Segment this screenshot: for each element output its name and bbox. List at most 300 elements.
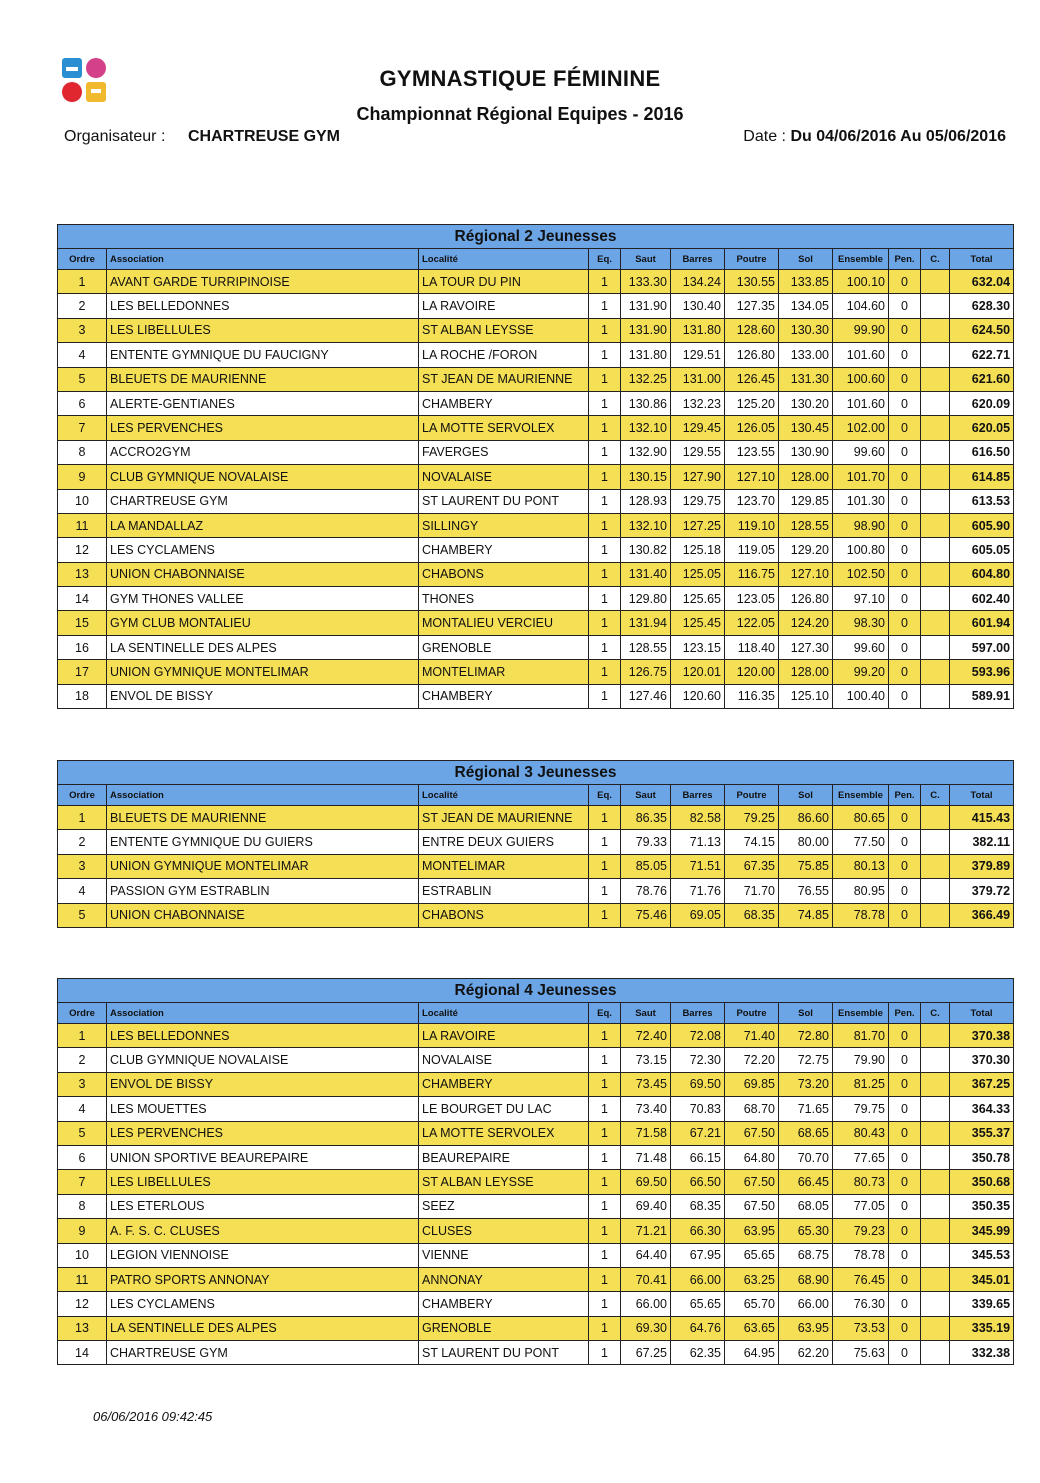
cell-poutre: 63.95 <box>725 1219 779 1243</box>
cell-barres: 131.00 <box>671 367 725 391</box>
cell-ensemble: 101.30 <box>833 489 889 513</box>
table-row <box>58 635 1014 659</box>
cell-barres: 125.45 <box>671 611 725 635</box>
cell-sol: 128.00 <box>779 660 833 684</box>
cell-saut: 71.21 <box>621 1219 671 1243</box>
cell-ordre: 11 <box>58 1267 107 1291</box>
cell-total: 364.33 <box>950 1097 1014 1121</box>
table-title: Régional 3 Jeunesses <box>58 761 1014 785</box>
cell-ordre: 16 <box>58 635 107 659</box>
cell-eq: 1 <box>589 611 621 635</box>
column-header-association: Association <box>107 785 419 806</box>
cell-association: CLUB GYMNIQUE NOVALAISE <box>107 1048 419 1072</box>
cell-pen: 0 <box>889 1219 921 1243</box>
cell-barres: 67.21 <box>671 1121 725 1145</box>
event-date <box>743 128 1006 146</box>
cell-saut: 132.90 <box>621 440 671 464</box>
cell-association: UNION GYMNIQUE MONTELIMAR <box>107 660 419 684</box>
cell-ensemble: 78.78 <box>833 903 889 927</box>
cell-sol: 65.30 <box>779 1219 833 1243</box>
cell-poutre: 130.55 <box>725 270 779 294</box>
cell-ordre: 3 <box>58 854 107 878</box>
cell-localite: MONTELIMAR <box>419 854 589 878</box>
column-header-sol: Sol <box>779 1003 833 1024</box>
cell-ordre: 18 <box>58 684 107 708</box>
cell-sol: 66.00 <box>779 1292 833 1316</box>
cell-barres: 134.24 <box>671 270 725 294</box>
cell-eq: 1 <box>589 343 621 367</box>
column-header-saut: Saut <box>621 785 671 806</box>
cell-barres: 129.45 <box>671 416 725 440</box>
cell-association: UNION GYMNIQUE MONTELIMAR <box>107 854 419 878</box>
cell-saut: 132.10 <box>621 416 671 440</box>
cell-eq: 1 <box>589 806 621 830</box>
organizer-value: CHARTREUSE GYM <box>188 128 341 145</box>
cell-barres: 125.65 <box>671 587 725 611</box>
cell-total: 350.68 <box>950 1170 1014 1194</box>
cell-pen: 0 <box>889 1024 921 1048</box>
cell-eq: 1 <box>589 270 621 294</box>
cell-total: 345.99 <box>950 1219 1014 1243</box>
cell-ensemble: 100.80 <box>833 538 889 562</box>
cell-ensemble: 80.13 <box>833 854 889 878</box>
column-header-c: C. <box>921 249 950 270</box>
table-row <box>58 587 1014 611</box>
cell-ordre: 3 <box>58 318 107 342</box>
cell-poutre: 72.20 <box>725 1048 779 1072</box>
cell-sol: 71.65 <box>779 1097 833 1121</box>
cell-poutre: 67.50 <box>725 1121 779 1145</box>
table-row <box>58 684 1014 708</box>
cell-saut: 130.86 <box>621 391 671 415</box>
cell-association: LES LIBELLULES <box>107 318 419 342</box>
cell-association: LES PERVENCHES <box>107 1121 419 1145</box>
cell-sol: 74.85 <box>779 903 833 927</box>
cell-c <box>921 830 950 854</box>
cell-ordre: 2 <box>58 830 107 854</box>
column-header-sol: Sol <box>779 785 833 806</box>
cell-ordre: 9 <box>58 1219 107 1243</box>
cell-c <box>921 1121 950 1145</box>
cell-barres: 65.65 <box>671 1292 725 1316</box>
cell-poutre: 122.05 <box>725 611 779 635</box>
table-row <box>58 1121 1014 1145</box>
cell-association: UNION SPORTIVE BEAUREPAIRE <box>107 1145 419 1169</box>
cell-ensemble: 99.90 <box>833 318 889 342</box>
cell-ordre: 5 <box>58 1121 107 1145</box>
cell-association: GYM CLUB MONTALIEU <box>107 611 419 635</box>
cell-ordre: 4 <box>58 879 107 903</box>
table-row <box>58 318 1014 342</box>
cell-association: ENVOL DE BISSY <box>107 1072 419 1096</box>
cell-total: 602.40 <box>950 587 1014 611</box>
cell-eq: 1 <box>589 1072 621 1096</box>
cell-association: ACCRO2GYM <box>107 440 419 464</box>
cell-eq: 1 <box>589 440 621 464</box>
cell-sol: 130.45 <box>779 416 833 440</box>
cell-pen: 0 <box>889 1170 921 1194</box>
table-row <box>58 562 1014 586</box>
cell-association: AVANT GARDE TURRIPINOISE <box>107 270 419 294</box>
cell-association: LA SENTINELLE DES ALPES <box>107 635 419 659</box>
cell-localite: CHAMBERY <box>419 684 589 708</box>
cell-pen: 0 <box>889 318 921 342</box>
cell-total: 620.05 <box>950 416 1014 440</box>
column-header-total: Total <box>950 249 1014 270</box>
cell-barres: 71.13 <box>671 830 725 854</box>
cell-poutre: 127.10 <box>725 465 779 489</box>
cell-poutre: 126.45 <box>725 367 779 391</box>
cell-total: 605.90 <box>950 513 1014 537</box>
cell-association: CHARTREUSE GYM <box>107 1341 419 1365</box>
cell-localite: CHABONS <box>419 562 589 586</box>
cell-localite: LA MOTTE SERVOLEX <box>419 416 589 440</box>
cell-ordre: 10 <box>58 1243 107 1267</box>
cell-association: BLEUETS DE MAURIENNE <box>107 367 419 391</box>
cell-total: 604.80 <box>950 562 1014 586</box>
cell-localite: CHAMBERY <box>419 538 589 562</box>
cell-ordre: 1 <box>58 270 107 294</box>
cell-sol: 68.75 <box>779 1243 833 1267</box>
cell-pen: 0 <box>889 1048 921 1072</box>
cell-eq: 1 <box>589 1145 621 1169</box>
print-timestamp: 06/06/2016 09:42:45 <box>93 1409 213 1424</box>
cell-poutre: 71.70 <box>725 879 779 903</box>
cell-eq: 1 <box>589 294 621 318</box>
cell-association: PATRO SPORTS ANNONAY <box>107 1267 419 1291</box>
cell-barres: 123.15 <box>671 635 725 659</box>
table-row <box>58 854 1014 878</box>
cell-localite: ST LAURENT DU PONT <box>419 489 589 513</box>
cell-barres: 125.05 <box>671 562 725 586</box>
cell-barres: 72.08 <box>671 1024 725 1048</box>
cell-poutre: 125.20 <box>725 391 779 415</box>
column-header-localite: Localité <box>419 785 589 806</box>
cell-saut: 131.80 <box>621 343 671 367</box>
cell-saut: 69.40 <box>621 1194 671 1218</box>
cell-eq: 1 <box>589 1194 621 1218</box>
cell-saut: 130.15 <box>621 465 671 489</box>
cell-ensemble: 102.50 <box>833 562 889 586</box>
cell-poutre: 123.55 <box>725 440 779 464</box>
table-row <box>58 391 1014 415</box>
cell-localite: LA RAVOIRE <box>419 1024 589 1048</box>
column-header-eq: Eq. <box>589 249 621 270</box>
cell-c <box>921 489 950 513</box>
column-header-saut: Saut <box>621 1003 671 1024</box>
cell-total: 614.85 <box>950 465 1014 489</box>
cell-total: 624.50 <box>950 318 1014 342</box>
cell-association: LA MANDALLAZ <box>107 513 419 537</box>
cell-total: 616.50 <box>950 440 1014 464</box>
column-header-ordre: Ordre <box>58 249 107 270</box>
cell-c <box>921 513 950 537</box>
cell-poutre: 116.35 <box>725 684 779 708</box>
cell-saut: 79.33 <box>621 830 671 854</box>
cell-c <box>921 343 950 367</box>
cell-saut: 85.05 <box>621 854 671 878</box>
cell-total: 605.05 <box>950 538 1014 562</box>
cell-ordre: 6 <box>58 391 107 415</box>
cell-sol: 73.20 <box>779 1072 833 1096</box>
cell-c <box>921 660 950 684</box>
cell-c <box>921 562 950 586</box>
table-row <box>58 343 1014 367</box>
cell-ordre: 5 <box>58 903 107 927</box>
table-row <box>58 1145 1014 1169</box>
cell-association: LA SENTINELLE DES ALPES <box>107 1316 419 1340</box>
cell-association: ENTENTE GYMNIQUE DU GUIERS <box>107 830 419 854</box>
cell-ordre: 9 <box>58 465 107 489</box>
cell-saut: 129.80 <box>621 587 671 611</box>
cell-pen: 0 <box>889 538 921 562</box>
cell-c <box>921 440 950 464</box>
cell-sol: 130.30 <box>779 318 833 342</box>
cell-saut: 73.40 <box>621 1097 671 1121</box>
table-row <box>58 1341 1014 1365</box>
cell-total: 366.49 <box>950 903 1014 927</box>
cell-ordre: 11 <box>58 513 107 537</box>
cell-pen: 0 <box>889 1267 921 1291</box>
cell-eq: 1 <box>589 1024 621 1048</box>
cell-pen: 0 <box>889 1121 921 1145</box>
cell-c <box>921 1243 950 1267</box>
cell-poutre: 67.35 <box>725 854 779 878</box>
cell-saut: 131.90 <box>621 294 671 318</box>
cell-c <box>921 318 950 342</box>
cell-poutre: 69.85 <box>725 1072 779 1096</box>
cell-poutre: 63.65 <box>725 1316 779 1340</box>
table-row <box>58 1048 1014 1072</box>
cell-pen: 0 <box>889 1341 921 1365</box>
cell-sol: 125.10 <box>779 684 833 708</box>
cell-association: LEGION VIENNOISE <box>107 1243 419 1267</box>
cell-localite: NOVALAISE <box>419 465 589 489</box>
cell-sol: 130.20 <box>779 391 833 415</box>
organizer-label: Organisateur : <box>64 128 166 145</box>
cell-sol: 68.90 <box>779 1267 833 1291</box>
cell-ensemble: 99.60 <box>833 440 889 464</box>
cell-saut: 75.46 <box>621 903 671 927</box>
cell-association: CLUB GYMNIQUE NOVALAISE <box>107 465 419 489</box>
cell-poutre: 126.05 <box>725 416 779 440</box>
cell-localite: SILLINGY <box>419 513 589 537</box>
cell-sol: 63.95 <box>779 1316 833 1340</box>
cell-sol: 80.00 <box>779 830 833 854</box>
cell-c <box>921 684 950 708</box>
cell-c <box>921 1145 950 1169</box>
cell-ordre: 15 <box>58 611 107 635</box>
cell-c <box>921 367 950 391</box>
cell-ordre: 1 <box>58 1024 107 1048</box>
cell-saut: 130.82 <box>621 538 671 562</box>
cell-localite: MONTELIMAR <box>419 660 589 684</box>
cell-total: 589.91 <box>950 684 1014 708</box>
cell-total: 415.43 <box>950 806 1014 830</box>
cell-barres: 62.35 <box>671 1341 725 1365</box>
cell-eq: 1 <box>589 1243 621 1267</box>
column-header-pen: Pen. <box>889 785 921 806</box>
cell-ensemble: 101.70 <box>833 465 889 489</box>
cell-localite: MONTALIEU VERCIEU <box>419 611 589 635</box>
cell-c <box>921 391 950 415</box>
cell-poutre: 71.40 <box>725 1024 779 1048</box>
cell-c <box>921 1316 950 1340</box>
table-row <box>58 1097 1014 1121</box>
cell-saut: 132.25 <box>621 367 671 391</box>
cell-ordre: 17 <box>58 660 107 684</box>
cell-association: UNION CHABONNAISE <box>107 562 419 586</box>
cell-ensemble: 100.60 <box>833 367 889 391</box>
cell-saut: 64.40 <box>621 1243 671 1267</box>
table-row <box>58 1267 1014 1291</box>
cell-sol: 131.30 <box>779 367 833 391</box>
cell-barres: 68.35 <box>671 1194 725 1218</box>
cell-barres: 66.50 <box>671 1170 725 1194</box>
cell-ordre: 5 <box>58 367 107 391</box>
cell-pen: 0 <box>889 513 921 537</box>
cell-total: 335.19 <box>950 1316 1014 1340</box>
cell-pen: 0 <box>889 854 921 878</box>
cell-ordre: 12 <box>58 538 107 562</box>
cell-total: 613.53 <box>950 489 1014 513</box>
cell-barres: 71.51 <box>671 854 725 878</box>
table-row <box>58 1292 1014 1316</box>
cell-pen: 0 <box>889 1097 921 1121</box>
cell-c <box>921 294 950 318</box>
cell-c <box>921 416 950 440</box>
column-header-ensemble: Ensemble <box>833 785 889 806</box>
cell-association: LES PERVENCHES <box>107 416 419 440</box>
cell-localite: FAVERGES <box>419 440 589 464</box>
cell-total: 621.60 <box>950 367 1014 391</box>
cell-eq: 1 <box>589 1097 621 1121</box>
cell-localite: VIENNE <box>419 1243 589 1267</box>
cell-saut: 73.45 <box>621 1072 671 1096</box>
cell-poutre: 118.40 <box>725 635 779 659</box>
cell-association: LES CYCLAMENS <box>107 538 419 562</box>
table-row <box>58 903 1014 927</box>
cell-ensemble: 77.65 <box>833 1145 889 1169</box>
cell-pen: 0 <box>889 391 921 415</box>
cell-ensemble: 102.00 <box>833 416 889 440</box>
cell-ensemble: 99.60 <box>833 635 889 659</box>
cell-association: CHARTREUSE GYM <box>107 489 419 513</box>
cell-ensemble: 79.75 <box>833 1097 889 1121</box>
cell-pen: 0 <box>889 830 921 854</box>
cell-ensemble: 77.50 <box>833 830 889 854</box>
table-row <box>58 538 1014 562</box>
cell-pen: 0 <box>889 879 921 903</box>
cell-pen: 0 <box>889 294 921 318</box>
cell-barres: 120.60 <box>671 684 725 708</box>
column-header-association: Association <box>107 1003 419 1024</box>
column-header-barres: Barres <box>671 785 725 806</box>
cell-poutre: 116.75 <box>725 562 779 586</box>
cell-total: 593.96 <box>950 660 1014 684</box>
table-row <box>58 416 1014 440</box>
column-header-row <box>58 1003 1014 1024</box>
cell-ensemble: 77.05 <box>833 1194 889 1218</box>
cell-total: 350.78 <box>950 1145 1014 1169</box>
column-header-pen: Pen. <box>889 249 921 270</box>
table-row <box>58 367 1014 391</box>
cell-eq: 1 <box>589 684 621 708</box>
cell-sol: 76.55 <box>779 879 833 903</box>
cell-barres: 67.95 <box>671 1243 725 1267</box>
cell-c <box>921 1219 950 1243</box>
cell-poutre: 64.80 <box>725 1145 779 1169</box>
column-header-ordre: Ordre <box>58 785 107 806</box>
cell-ensemble: 100.10 <box>833 270 889 294</box>
cell-pen: 0 <box>889 440 921 464</box>
cell-poutre: 64.95 <box>725 1341 779 1365</box>
date-value: Du 04/06/2016 Au 05/06/2016 <box>790 128 1006 145</box>
cell-saut: 72.40 <box>621 1024 671 1048</box>
table-row <box>58 1219 1014 1243</box>
cell-sol: 72.75 <box>779 1048 833 1072</box>
cell-barres: 130.40 <box>671 294 725 318</box>
cell-ensemble: 97.10 <box>833 587 889 611</box>
cell-sol: 68.65 <box>779 1121 833 1145</box>
cell-ensemble: 80.65 <box>833 806 889 830</box>
cell-sol: 133.85 <box>779 270 833 294</box>
cell-eq: 1 <box>589 1219 621 1243</box>
table-row <box>58 611 1014 635</box>
cell-eq: 1 <box>589 465 621 489</box>
cell-ensemble: 78.78 <box>833 1243 889 1267</box>
cell-sol: 129.20 <box>779 538 833 562</box>
cell-localite: GRENOBLE <box>419 1316 589 1340</box>
cell-pen: 0 <box>889 635 921 659</box>
cell-eq: 1 <box>589 416 621 440</box>
cell-ordre: 7 <box>58 416 107 440</box>
column-header-c: C. <box>921 785 950 806</box>
table-row <box>58 1170 1014 1194</box>
table-row <box>58 489 1014 513</box>
cell-saut: 86.35 <box>621 806 671 830</box>
cell-poutre: 120.00 <box>725 660 779 684</box>
cell-sol: 66.45 <box>779 1170 833 1194</box>
document-subtitle: Championnat Régional Equipes - 2016 <box>356 104 684 124</box>
cell-ordre: 12 <box>58 1292 107 1316</box>
cell-eq: 1 <box>589 854 621 878</box>
results-table-regional-4 <box>57 978 1014 1365</box>
cell-ensemble: 98.30 <box>833 611 889 635</box>
cell-localite: ANNONAY <box>419 1267 589 1291</box>
cell-poutre: 68.35 <box>725 903 779 927</box>
cell-pen: 0 <box>889 587 921 611</box>
cell-saut: 69.50 <box>621 1170 671 1194</box>
cell-ordre: 7 <box>58 1170 107 1194</box>
cell-saut: 73.15 <box>621 1048 671 1072</box>
cell-sol: 68.05 <box>779 1194 833 1218</box>
cell-association: PASSION GYM ESTRABLIN <box>107 879 419 903</box>
cell-c <box>921 903 950 927</box>
cell-pen: 0 <box>889 489 921 513</box>
table-row <box>58 1316 1014 1340</box>
cell-poutre: 119.10 <box>725 513 779 537</box>
cell-saut: 131.90 <box>621 318 671 342</box>
cell-c <box>921 1170 950 1194</box>
cell-total: 622.71 <box>950 343 1014 367</box>
cell-ordre: 6 <box>58 1145 107 1169</box>
cell-association: ENTENTE GYMNIQUE DU FAUCIGNY <box>107 343 419 367</box>
column-header-barres: Barres <box>671 249 725 270</box>
cell-sol: 124.20 <box>779 611 833 635</box>
cell-ensemble: 76.45 <box>833 1267 889 1291</box>
cell-ensemble: 76.30 <box>833 1292 889 1316</box>
